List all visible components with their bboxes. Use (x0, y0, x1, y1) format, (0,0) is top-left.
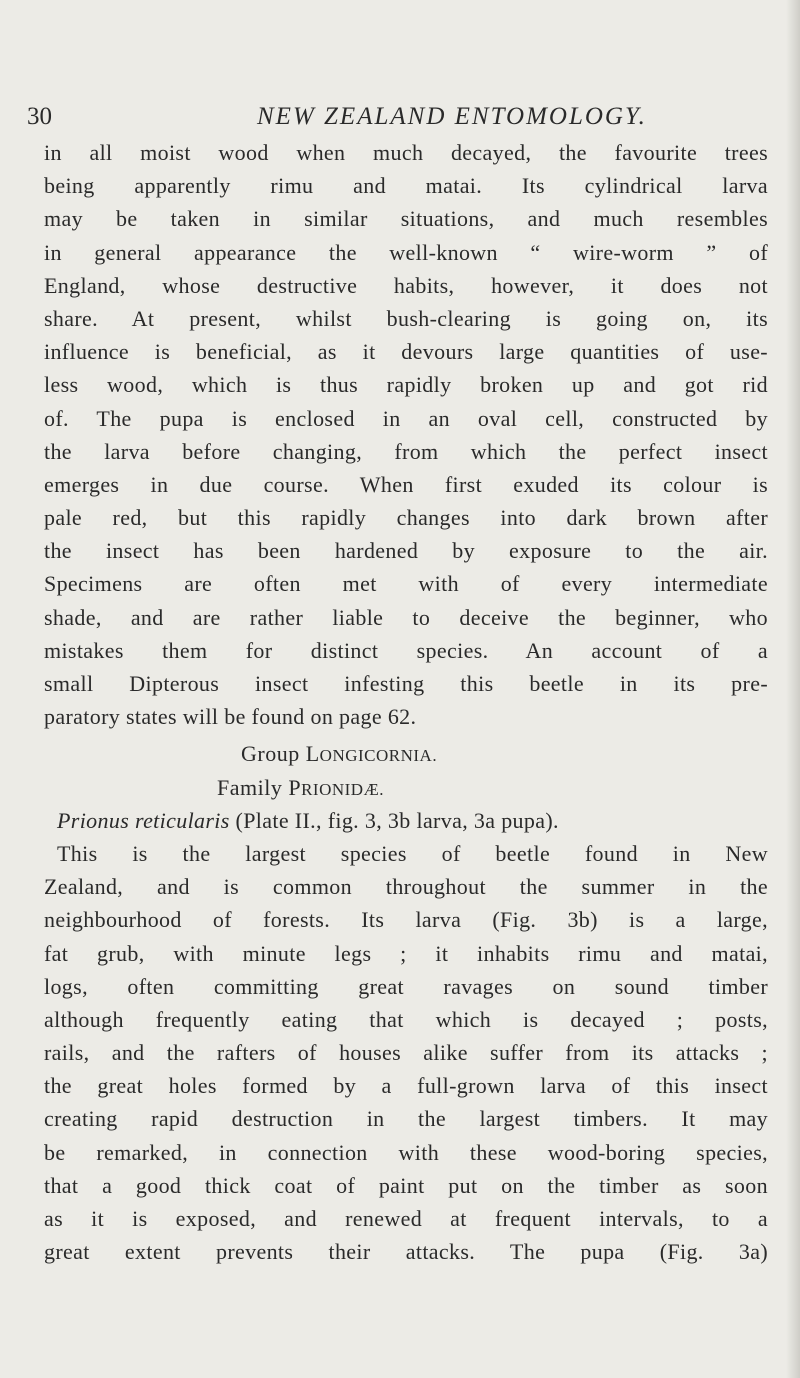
text-line: may be taken in similar situations, and much resembles (44, 206, 768, 232)
text-line: paratory states will be found on page 62. (44, 704, 417, 730)
family-heading-prefix: Family (217, 774, 283, 800)
group-heading (44, 737, 768, 770)
family-heading-name: RIONIDÆ. (301, 779, 384, 799)
group-heading-capital: L (305, 741, 320, 767)
family-heading (44, 771, 768, 804)
text-line: that a good thick coat of paint put on the timber as soon (44, 1172, 768, 1198)
text-line: neighbourhood of forests. Its larva (Fig. 3b) is a large, (44, 907, 768, 933)
text-line: the great holes formed by a full-grown larva of this insect (44, 1073, 768, 1099)
text-line: This is the largest species of beetle found in New (57, 840, 768, 866)
text-line: be remarked, in connection with these wood-boring species, (44, 1139, 768, 1165)
text-line: less wood, which is thus rapidly broken up and got rid (44, 372, 768, 398)
page-edge-shadow (786, 0, 800, 1378)
text-line: of. The pupa is enclosed in an oval cell, constructed by (44, 405, 768, 431)
text-line: fat grub, with minute legs ; it inhabits rimu and matai, (44, 940, 768, 966)
paragraph-2 (44, 837, 768, 1268)
text-line: emerges in due course. When first exuded its colour is (44, 471, 768, 497)
text-line: creating rapid destruction in the largest timbers. It may (44, 1106, 768, 1132)
group-heading-prefix: Group (241, 741, 300, 767)
text-line: in all moist wood when much decayed, the favourite trees (44, 140, 768, 165)
text-line: rails, and the rafters of houses alike suffer from its attacks ; (44, 1040, 768, 1066)
text-line: mistakes them for distinct species. An account of a (44, 637, 768, 663)
paragraph-1 (44, 136, 768, 733)
text-line: the larva before changing, from which the perfect insect (44, 438, 768, 464)
running-title: NEW ZEALAND ENTOMOLOGY. (257, 103, 647, 130)
species-reference: (Plate II., fig. 3, 3b larva, 3a pupa). (229, 807, 559, 833)
text-line: although frequently eating that which is decayed ; posts, (44, 1006, 768, 1032)
species-heading (44, 804, 768, 837)
text-line: the insect has been hardened by exposure to the air. (44, 538, 768, 564)
text-line: as it is exposed, and renewed at frequent intervals, to a (44, 1206, 768, 1231)
family-heading-capital: P (288, 774, 302, 800)
text-line: share. At present, whilst bush-clearing is going on, its (44, 305, 768, 331)
text-line: in general appearance the well-known “ wire-worm ” of (44, 239, 768, 265)
text-line: England, whose destructive habits, however, it does not (44, 272, 768, 298)
body-text (44, 136, 768, 1268)
species-name: Prionus reticularis (57, 807, 230, 833)
text-line: logs, often committing great ravages on sound timber (44, 973, 768, 999)
page-number: 30 (27, 103, 52, 130)
text-line: pale red, but this rapidly changes into dark brown after (44, 505, 768, 531)
group-heading-name: ONGICORNIA. (319, 746, 438, 766)
text-line: Specimens are often met with of every intermediate (44, 571, 768, 597)
text-line: great extent prevents their attacks. The pupa (Fig. 3a) (44, 1239, 768, 1265)
text-line: small Dipterous insect infesting this beetle in its pre- (44, 671, 768, 696)
text-line: influence is beneficial, as it devours large quantities of use- (44, 339, 768, 365)
text-line: Zealand, and is common throughout the summer in the (44, 874, 768, 900)
text-line: being apparently rimu and matai. Its cylindrical larva (44, 173, 768, 199)
text-line: shade, and are rather liable to deceive the beginner, who (44, 604, 768, 630)
